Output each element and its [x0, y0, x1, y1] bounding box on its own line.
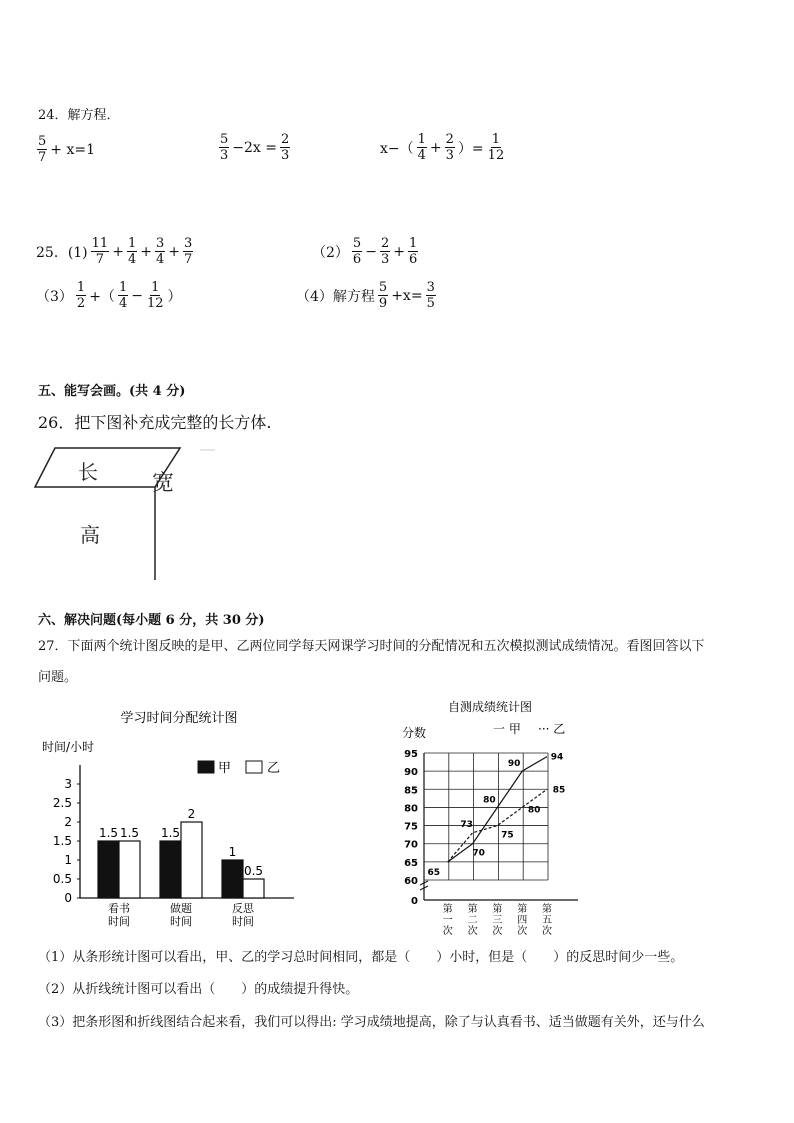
value-label: 94	[550, 752, 564, 763]
legend-jia: 一 甲	[493, 722, 521, 736]
y-tick-label: 90	[404, 767, 418, 779]
y-tick-label: 0	[64, 891, 72, 905]
line-chart	[398, 695, 588, 937]
x-category-label: 次	[517, 926, 528, 937]
q25-part1: 25．(1) $\frac{11}{7}$ + $\frac{1}{4}$ + $\frac{3}{4}$ + $\frac{3}{7}$	[36, 236, 193, 267]
label-chang: 长	[78, 460, 98, 484]
x-category-label: 第	[517, 904, 528, 915]
x-category-label: 反思	[232, 902, 254, 915]
y-tick-label: 1.5	[52, 834, 72, 848]
q24-eq3: x−（ $\frac{1}{4}$ + $\frac{2}{3}$ ）= $\frac{1}{12}$	[380, 132, 505, 163]
q27-line2: 问题。	[38, 670, 78, 685]
value-label: 80	[527, 805, 541, 816]
bar-甲-0	[98, 841, 119, 898]
bar-value-label: 1	[228, 845, 237, 859]
y-tick-label: 2	[64, 815, 72, 829]
legend-yi: ··· 乙	[538, 722, 566, 736]
bar-甲-1	[160, 841, 181, 898]
section-5-title: 五、能写会画。(共 4 分)	[38, 384, 186, 399]
x-category-label: 三	[492, 915, 503, 926]
y-tick-label: 95	[404, 749, 418, 760]
label-kuan: 宽	[152, 471, 175, 496]
x-category-label: 二	[467, 915, 478, 926]
value-label: 85	[552, 785, 566, 796]
legend-swatch-jia	[198, 761, 214, 773]
label-gao: 高	[80, 523, 100, 547]
value-label: 80	[483, 795, 496, 806]
bar-value-label: 1.5	[98, 826, 119, 840]
x-category-label: 第	[542, 904, 552, 915]
bar-value-label: 1.5	[160, 826, 181, 840]
y-tick-label: 70	[404, 839, 418, 851]
section-6-title: 六、解决问题(每小题 6 分，共 30 分)	[38, 613, 265, 628]
line-chart-title: 自测成绩统计图	[447, 700, 533, 714]
x-category-label: 第	[492, 904, 503, 915]
x-category-label: 第	[467, 904, 478, 915]
bar-chart-ylabel: 时间/小时	[42, 740, 95, 754]
y-tick-label: 75	[404, 821, 418, 833]
q24-title: 24．解方程．	[38, 108, 120, 123]
y-tick-label: 65	[404, 857, 418, 869]
bar-甲-2	[222, 860, 243, 898]
y-tick-label: 60	[404, 876, 418, 887]
y-tick-label: 2.5	[52, 796, 72, 810]
x-category-label: 次	[492, 926, 503, 937]
x-category-label: 时间	[108, 915, 130, 928]
x-category-label: 第	[442, 904, 453, 915]
x-category-label: 次	[442, 926, 453, 937]
legend-swatch-yi	[246, 761, 262, 773]
bar-乙-0	[119, 841, 140, 898]
y-tick-label: 85	[404, 785, 418, 797]
x-category-label: 五	[542, 915, 552, 926]
value-label: 70	[472, 848, 485, 859]
line-chart-ylabel: 分数	[402, 726, 427, 740]
q25-part2: （2） $\frac{5}{6}$ − $\frac{2}{3}$ + $\frac{1}{6}$	[312, 236, 418, 267]
value-label: 65	[427, 867, 441, 878]
x-category-label: 看书	[108, 902, 130, 915]
cuboid-sketch	[30, 440, 230, 585]
y-tick-label: 80	[404, 803, 418, 815]
q27-line1: 27．下面两个统计图反映的是甲、乙两位同学每天网课学习时间的分配情况和五次模拟测试成绩情况。看图回答以下	[38, 639, 705, 654]
legend-label-yi: 乙	[267, 761, 281, 776]
x-category-label: 时间	[232, 915, 254, 928]
q24-eq1: $\frac{5}{7}$ + x=1	[38, 134, 95, 165]
bar-value-label: 1.5	[119, 826, 140, 840]
x-category-label: 一	[442, 915, 453, 926]
q27-sub3: （3）把条形图和折线图结合起来看，我们可以得出: 学习成绩地提高，除了与认真看书、适当做题有关外，还与什么	[38, 1015, 705, 1030]
x-category-label: 时间	[170, 915, 192, 928]
q25-part4: （4）解方程 $\frac{5}{9}$ +x= $\frac{3}{5}$	[296, 280, 435, 311]
legend-label-jia: 甲	[218, 761, 232, 776]
y-tick-label: 0	[411, 896, 418, 907]
x-category-label: 四	[517, 915, 528, 926]
y-tick-label: 3	[64, 777, 72, 791]
bar-chart-title: 学习时间分配统计图	[120, 711, 238, 726]
x-category-label: 次	[467, 926, 478, 937]
bar-value-label: 0.5	[243, 864, 264, 878]
y-tick-label: 1	[64, 853, 72, 867]
q27-sub2: （2）从折线统计图可以看出（ ）的成绩提升得快。	[38, 982, 359, 997]
q24-eq2: $\frac{5}{3}$ −2x = $\frac{2}{3}$	[220, 132, 290, 163]
bar-chart	[36, 705, 306, 935]
fraction: $\frac{5}{7}$	[38, 134, 47, 165]
x-category-label: 做题	[170, 902, 192, 915]
value-label: 90	[507, 759, 521, 770]
bar-value-label: 2	[187, 807, 196, 821]
q26-title: 26．把下图补充成完整的长方体.	[38, 413, 272, 432]
q25-part3: （3） $\frac{1}{2}$ +（ $\frac{1}{4}$ − $\frac{1}{12}$ ）	[36, 280, 182, 311]
x-category-label: 次	[542, 926, 552, 937]
value-label: 75	[501, 830, 514, 841]
bar-乙-1	[181, 822, 202, 898]
y-tick-label: 0.5	[52, 872, 72, 886]
bar-乙-2	[243, 879, 264, 898]
value-label: 73	[460, 819, 473, 830]
q27-sub1: （1）从条形统计图可以看出，甲、乙的学习总时间相同，都是（ ）小时，但是（ ）的反思时间少一些。	[38, 950, 684, 965]
